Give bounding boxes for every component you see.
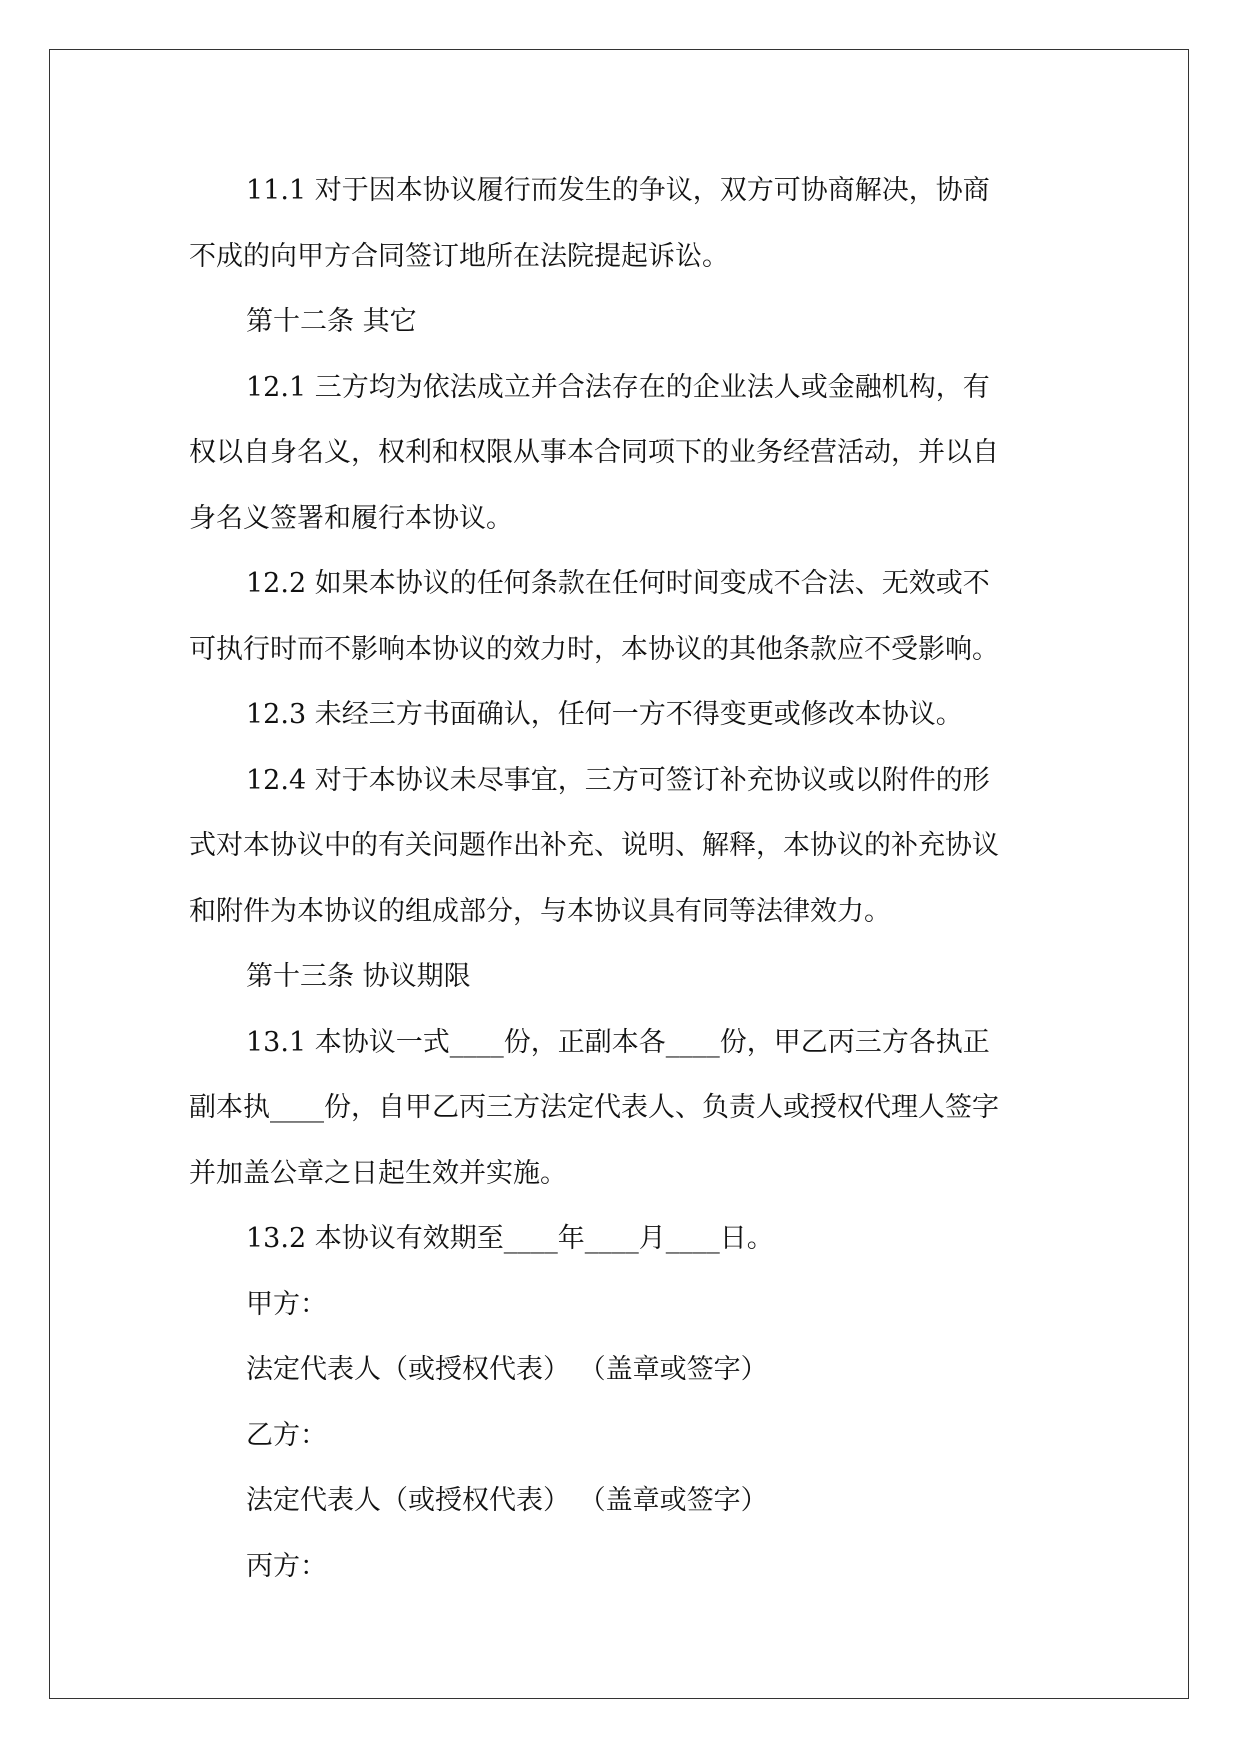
clause-11-1-line-1: 11.1 对于因本协议履行而发生的争议，双方可协商解决，协商: [246, 175, 990, 206]
clause-12-1-line-2: 权以自身名义，权利和权限从事本合同项下的业务经营活动，并以自: [189, 437, 999, 468]
clause-11-1-line-2: 不成的向甲方合同签订地所在法院提起诉讼。: [189, 240, 729, 272]
clause-12-2-line-1: 12.2 如果本协议的任何条款在任何时间变成不合法、无效或不: [246, 568, 990, 599]
party-b-signature-line: 法定代表人（或授权代表） （盖章或签字）: [246, 1485, 768, 1516]
clause-13-1-line-3: 并加盖公章之日起生效并实施。: [189, 1157, 567, 1189]
party-c-label: 丙方：: [246, 1550, 327, 1582]
clause-12-4-line-3: 和附件为本协议的组成部分，与本协议具有同等法律效力。: [189, 895, 891, 927]
clause-12-3: 12.3 未经三方书面确认，任何一方不得变更或修改本协议。: [246, 699, 963, 730]
article-13-heading: 第十三条 协议期限: [246, 961, 471, 992]
party-a-label: 甲方：: [246, 1288, 327, 1320]
clause-12-1-line-3: 身名义签署和履行本协议。: [189, 502, 513, 534]
party-b-label: 乙方：: [246, 1419, 327, 1451]
clause-12-1-line-1: 12.1 三方均为依法成立并合法存在的企业法人或金融机构，有: [246, 371, 990, 403]
clause-13-2: 13.2 本协议有效期至____年____月____日。: [246, 1223, 774, 1254]
article-12-heading: 第十二条 其它: [246, 306, 417, 337]
party-a-signature-line: 法定代表人（或授权代表） （盖章或签字）: [246, 1354, 768, 1385]
document-body: [189, 158, 1069, 1599]
clause-12-4-line-2: 式对本协议中的有关问题作出补充、说明、解释，本协议的补充协议: [189, 830, 999, 861]
clause-13-1-line-2: 副本执____份，自甲乙丙三方法定代表人、负责人或授权代理人签字: [189, 1092, 999, 1123]
clause-12-2-line-2: 可执行时而不影响本协议的效力时，本协议的其他条款应不受影响。: [189, 633, 999, 665]
clause-13-1-line-1: 13.1 本协议一式____份，正副本各____份，甲乙丙三方各执正: [246, 1026, 990, 1058]
clause-12-4-line-1: 12.4 对于本协议未尽事宜，三方可签订补充协议或以附件的形: [246, 764, 990, 796]
